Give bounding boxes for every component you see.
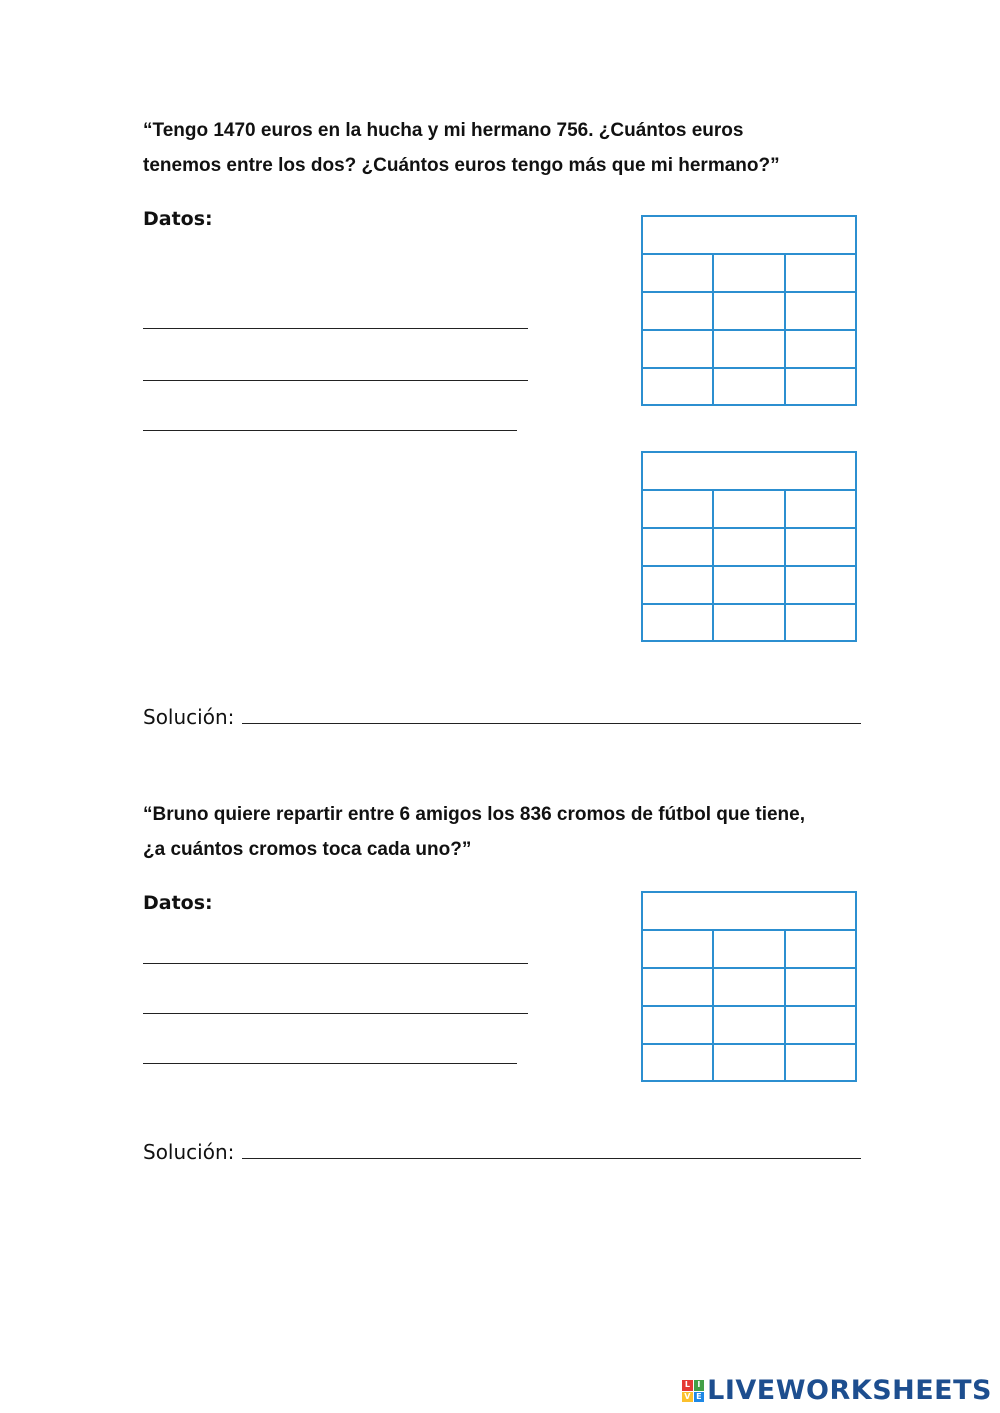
- grid-cell[interactable]: [643, 293, 714, 329]
- grid-row: [643, 931, 855, 969]
- grid-cell[interactable]: [786, 1045, 855, 1081]
- grid-cell[interactable]: [786, 491, 855, 527]
- grid-row: [643, 331, 855, 369]
- grid-cell[interactable]: [714, 255, 785, 291]
- grid-header-cell[interactable]: [643, 217, 855, 255]
- grid-row: [643, 529, 855, 567]
- logo-letter: L: [682, 1380, 693, 1391]
- grid-header-cell[interactable]: [643, 453, 855, 491]
- grid-cell[interactable]: [714, 491, 785, 527]
- grid-cell[interactable]: [714, 605, 785, 641]
- grid-cell[interactable]: [786, 1007, 855, 1043]
- problem-1-question-line: tenemos entre los dos? ¿Cuántos euros tengo más que mi hermano?”: [143, 155, 780, 176]
- grid-cell[interactable]: [643, 331, 714, 367]
- grid-cell[interactable]: [643, 567, 714, 603]
- grid-cell[interactable]: [643, 255, 714, 291]
- logo-letter: E: [694, 1392, 705, 1403]
- logo-letter: V: [682, 1392, 693, 1403]
- problem-1-solution-label: Solución:: [143, 705, 235, 729]
- grid-row: [643, 369, 855, 405]
- problem-2-operation-grid[interactable]: [641, 891, 857, 1082]
- grid-cell[interactable]: [786, 567, 855, 603]
- liveworksheets-logo-icon: [682, 1380, 704, 1402]
- grid-cell[interactable]: [643, 1045, 714, 1081]
- grid-cell[interactable]: [643, 491, 714, 527]
- problem-2-question: [143, 797, 863, 867]
- grid-cell[interactable]: [786, 605, 855, 641]
- grid-cell[interactable]: [714, 1007, 785, 1043]
- problem-2-datos-line-3[interactable]: [143, 1063, 517, 1064]
- problem-1-question-line: “Tengo 1470 euros en la hucha y mi hermano 756. ¿Cuántos euros: [143, 120, 744, 141]
- brand-name: LIVEWORKSHEETS: [707, 1375, 992, 1406]
- problem-2-question-line: ¿a cuántos cromos toca cada uno?”: [143, 839, 472, 860]
- grid-cell[interactable]: [786, 293, 855, 329]
- grid-cell[interactable]: [714, 931, 785, 967]
- grid-cell[interactable]: [714, 969, 785, 1005]
- problem-2-datos-label: Datos:: [143, 892, 213, 914]
- problem-1-solution: [143, 705, 861, 729]
- grid-row: [643, 293, 855, 331]
- grid-row: [643, 255, 855, 293]
- grid-cell[interactable]: [643, 931, 714, 967]
- grid-cell[interactable]: [643, 605, 714, 641]
- problem-1-operation-grid-1[interactable]: [641, 215, 857, 406]
- grid-row: [643, 1045, 855, 1081]
- grid-cell[interactable]: [786, 931, 855, 967]
- grid-row: [643, 969, 855, 1007]
- logo-letter: I: [694, 1380, 705, 1391]
- grid-row: [643, 1007, 855, 1045]
- grid-cell[interactable]: [643, 969, 714, 1005]
- grid-cell[interactable]: [714, 331, 785, 367]
- grid-cell[interactable]: [714, 567, 785, 603]
- problem-2-solution: [143, 1140, 861, 1164]
- grid-cell[interactable]: [714, 293, 785, 329]
- problem-1-question: [143, 113, 863, 183]
- problem-2-datos-line-2[interactable]: [143, 1013, 528, 1014]
- grid-cell[interactable]: [786, 369, 855, 405]
- problem-1-datos-line-1[interactable]: [143, 328, 528, 329]
- grid-cell[interactable]: [643, 529, 714, 565]
- grid-cell[interactable]: [643, 1007, 714, 1043]
- grid-row: [643, 491, 855, 529]
- grid-cell[interactable]: [786, 331, 855, 367]
- grid-cell[interactable]: [786, 529, 855, 565]
- grid-cell[interactable]: [714, 529, 785, 565]
- problem-1-datos-line-3[interactable]: [143, 430, 517, 431]
- problem-1-datos-line-2[interactable]: [143, 380, 528, 381]
- grid-cell[interactable]: [786, 969, 855, 1005]
- problem-1-operation-grid-2[interactable]: [641, 451, 857, 642]
- grid-row: [643, 605, 855, 641]
- grid-header-cell[interactable]: [643, 893, 855, 931]
- grid-cell[interactable]: [643, 369, 714, 405]
- problem-2-solution-label: Solución:: [143, 1140, 235, 1164]
- problem-2-datos-line-1[interactable]: [143, 963, 528, 964]
- problem-2-solution-line[interactable]: [242, 1158, 861, 1159]
- grid-cell[interactable]: [714, 1045, 785, 1081]
- problem-1-solution-line[interactable]: [242, 723, 861, 724]
- grid-cell[interactable]: [786, 255, 855, 291]
- liveworksheets-brand: [682, 1374, 992, 1408]
- grid-cell[interactable]: [714, 369, 785, 405]
- problem-1-datos-label: Datos:: [143, 208, 213, 230]
- grid-row: [643, 567, 855, 605]
- problem-2-question-line: “Bruno quiere repartir entre 6 amigos los 836 cromos de fútbol que tiene,: [143, 804, 805, 825]
